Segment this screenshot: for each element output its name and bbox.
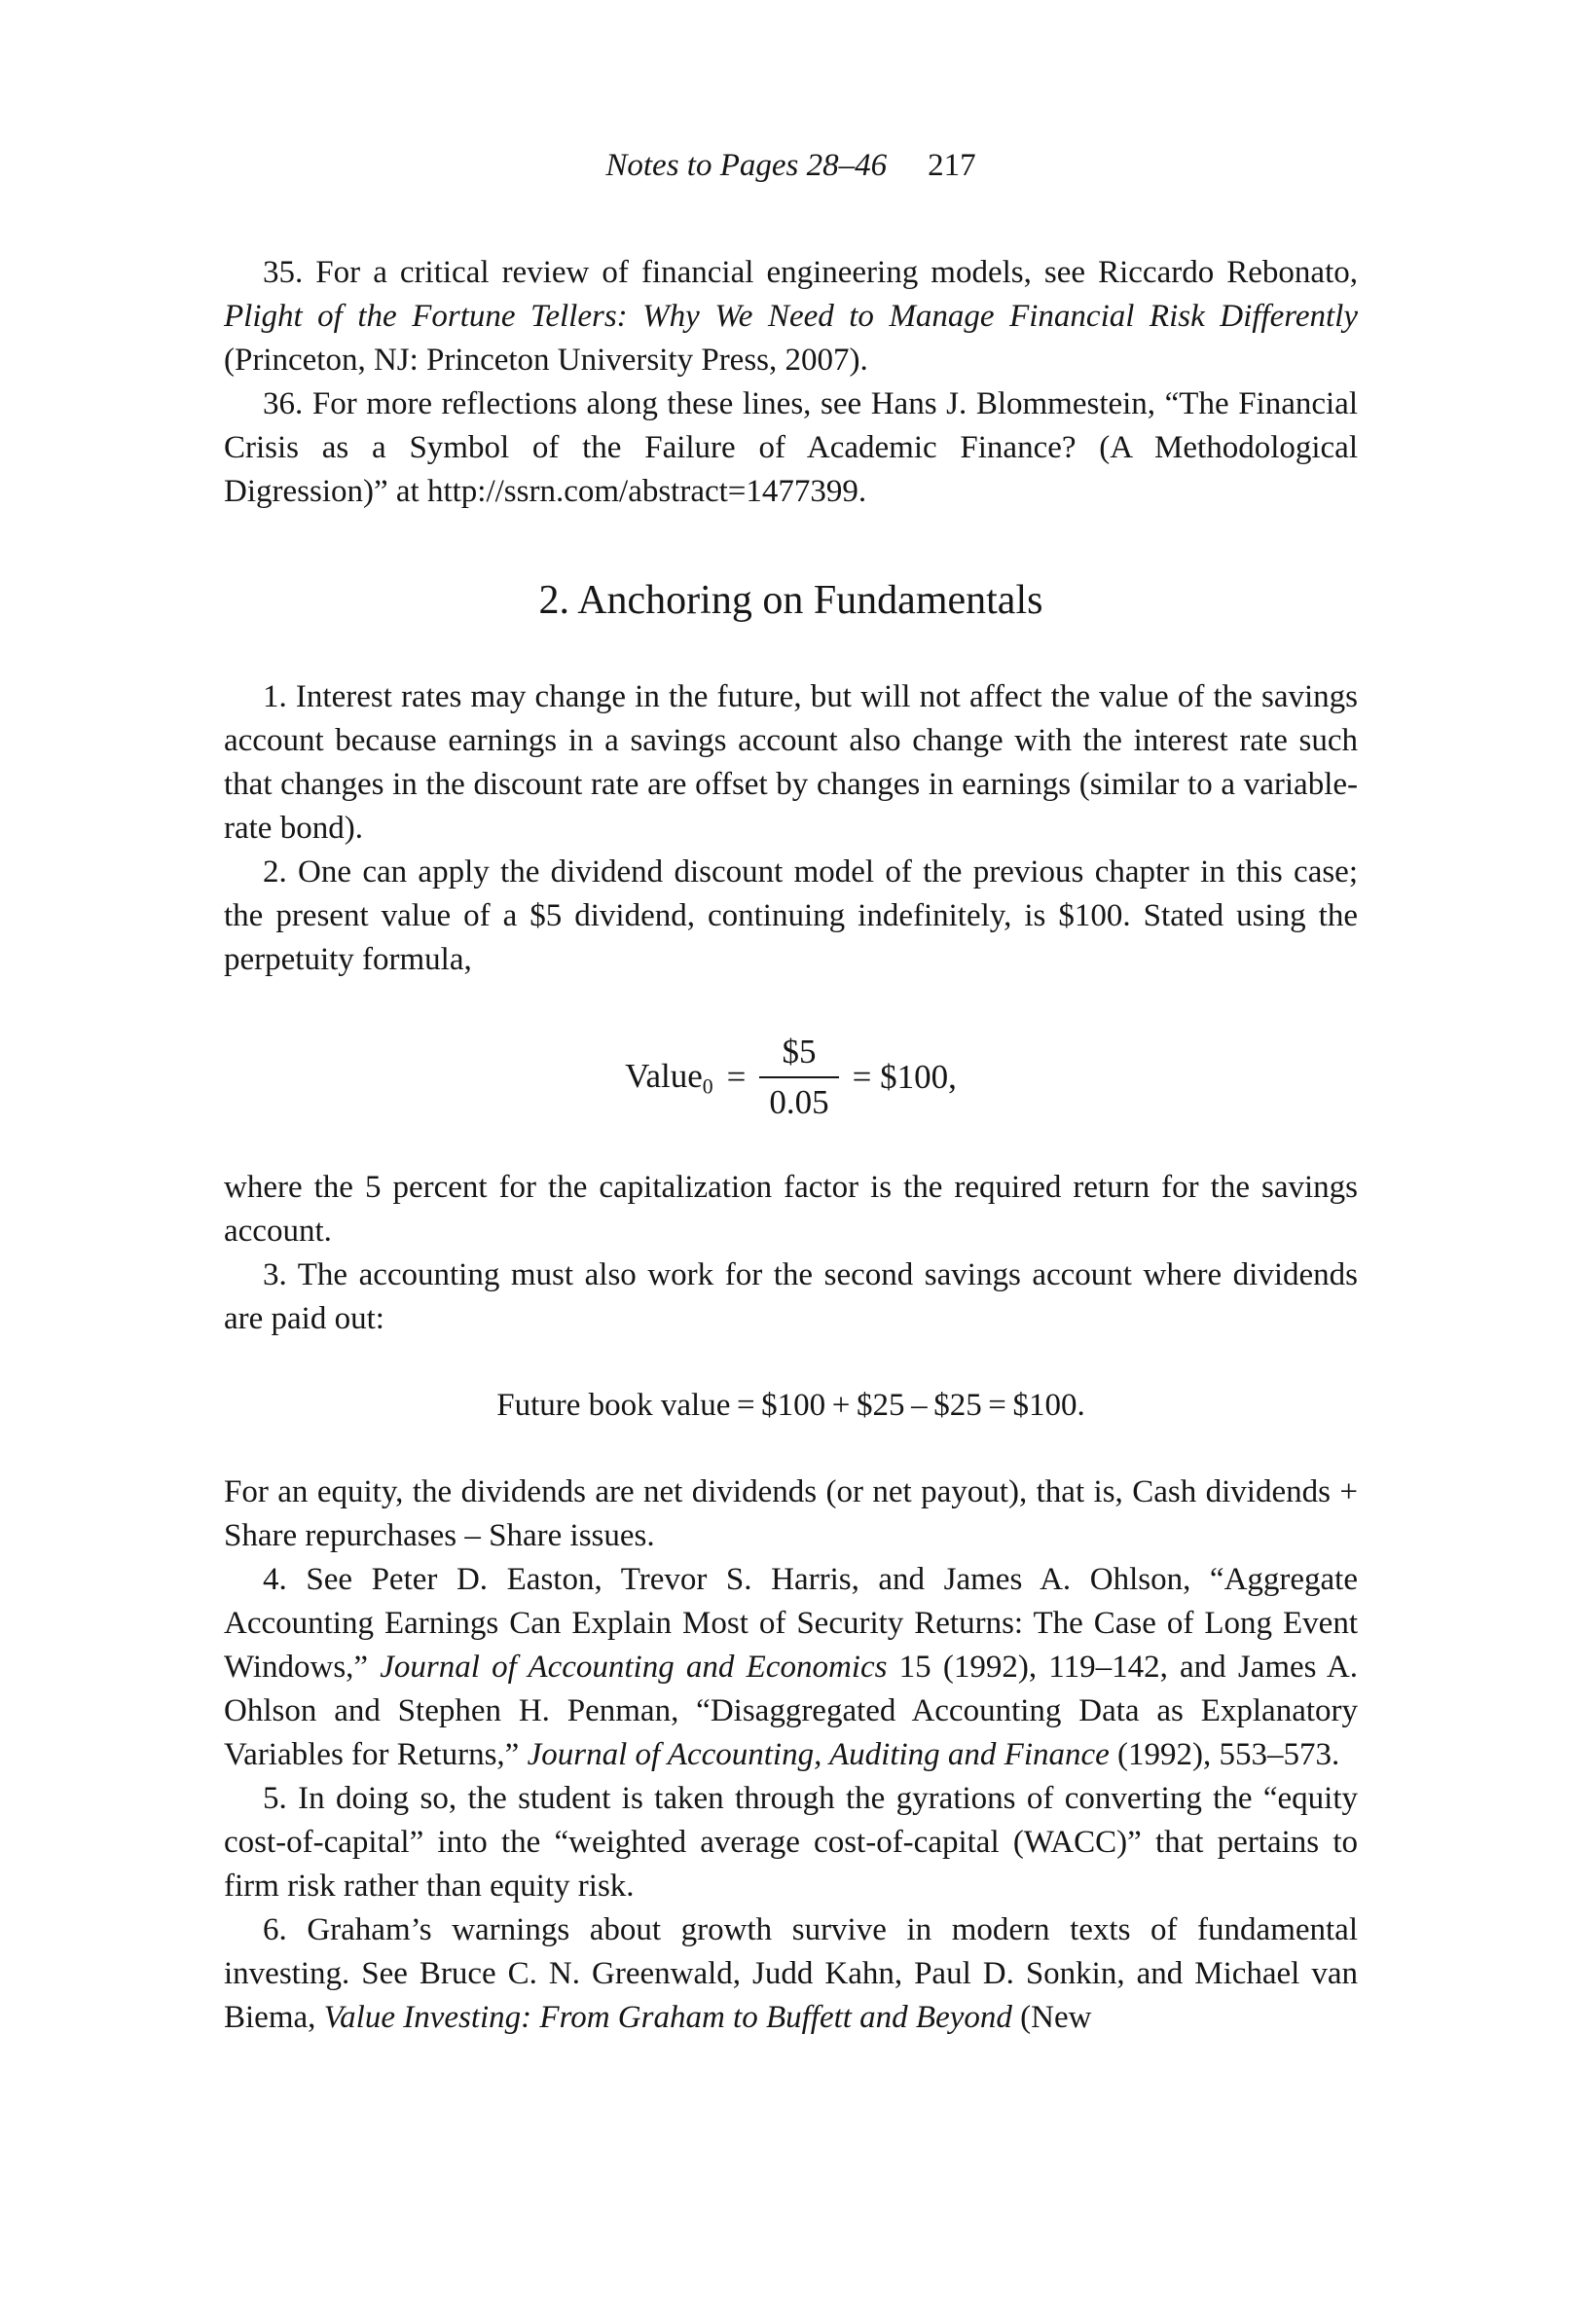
fraction: [759, 1033, 838, 1123]
formula-subscript: 0: [702, 1074, 713, 1099]
italic-text-run: Journal of Accounting and Economics: [380, 1649, 888, 1685]
text-run: 6. Graham’s warnings about growth survive in modern texts of fundamental investing. See Bruce C. N. Greenwald, Judd Kahn, Paul D. Sonkin, and Michael van Biema,: [224, 1911, 1358, 2035]
text-run: (1992), 553–573.: [1109, 1736, 1340, 1772]
running-head: [224, 146, 1358, 185]
note-paragraph: [224, 1558, 1358, 1777]
paragraph: [224, 1471, 1358, 1558]
page-content: [224, 251, 1358, 2040]
fraction-numerator: $5: [759, 1033, 838, 1078]
note-paragraph: [224, 675, 1358, 851]
italic-text-run: Value Investing: From Graham to Buffett and Beyond: [323, 1999, 1012, 2035]
book-value-equation: Future book value = $100 + $25 – $25 = $100.: [496, 1387, 1085, 1423]
perpetuity-formula: [224, 1033, 1358, 1123]
formula-result: = $100,: [852, 1058, 957, 1097]
note-paragraph: [224, 851, 1358, 982]
text-run: where the 5 percent for the capitalization factor is the required return for the savings account.: [224, 1169, 1358, 1249]
text-run: 36. For more reflections along these lines, see Hans J. Blommestein, “The Financial Crisis as a Symbol of the Failure of Academic Finance? (A Methodological Digression)” at http://ssrn.com/abstract=1477399.: [224, 386, 1358, 509]
text-run: 3. The accounting must also work for the second savings account where dividends are paid out:: [224, 1256, 1358, 1336]
equals-sign: =: [726, 1058, 747, 1097]
section-heading: 2. Anchoring on Fundamentals: [538, 578, 1043, 623]
text-run: 4. See Peter D. Easton, Trevor S. Harris, and James A. Ohlson, “Aggregate Accounting Earnings Can Explain Most of Security Returns: The Case of Long Event Windows,”: [224, 1561, 1358, 1685]
page-number: 217: [928, 148, 976, 183]
text-run: 15 (1992), 119–142, and James A. Ohlson and Stephen H. Penman, “Disaggregated Accounting Data as Explanatory Variables for Returns,”: [224, 1649, 1358, 1772]
paragraph: [224, 1166, 1358, 1253]
formula-lhs: Value0: [625, 1056, 713, 1099]
note-paragraph: [224, 251, 1358, 382]
text-run: 5. In doing so, the student is taken through the gyrations of converting the “equity cost-of-capital” into the “weighted average cost-of-capital (WACC)” that pertains to firm risk rather than equity risk.: [224, 1780, 1358, 1904]
text-run: For an equity, the dividends are net dividends (or net payout), that is, Cash dividends + Share repurchases – Share issues.: [224, 1473, 1358, 1553]
note-paragraph: [224, 1908, 1358, 2040]
text-run: 35. For a critical review of financial engineering models, see Riccardo Rebonato,: [263, 255, 1358, 290]
text-run: (New: [1011, 1999, 1092, 2035]
italic-text-run: Plight of the Fortune Tellers: Why We Need to Manage Financial Risk Differently: [224, 299, 1358, 334]
text-run: 2. One can apply the dividend discount model of the previous chapter in this case; the present value of a $5 dividend, continuing indefinitely, is $100. Stated using the perpetuity formula,: [224, 854, 1358, 977]
text-run: (Princeton, NJ: Princeton University Press, 2007).: [224, 343, 868, 378]
italic-text-run: Journal of Accounting, Auditing and Finance: [527, 1736, 1110, 1772]
running-head-title: Notes to Pages 28–46: [605, 148, 888, 183]
text-run: 1. Interest rates may change in the future, but will not affect the value of the savings account because earnings in a savings account also change with the interest rate such that changes in the discount rate are offset by changes in earnings (similar to a variable-rate bond).: [224, 679, 1358, 846]
note-paragraph: [224, 1253, 1358, 1341]
note-paragraph: [224, 1777, 1358, 1908]
note-paragraph: [224, 382, 1358, 514]
fraction-denominator: 0.05: [769, 1083, 829, 1122]
